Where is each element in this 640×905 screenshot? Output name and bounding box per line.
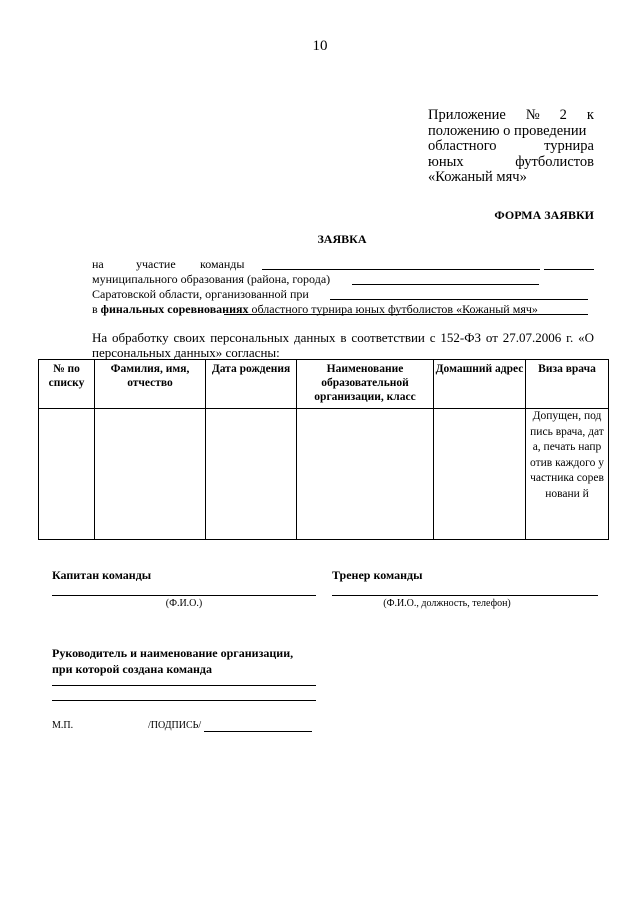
appendix-line-3: областного турнира — [428, 138, 594, 154]
head-line-1[interactable] — [52, 685, 316, 686]
table-row — [39, 409, 609, 540]
form-line-1: на — [92, 257, 104, 271]
captain-signature-line[interactable] — [52, 595, 316, 596]
coach-label: Тренер команды — [332, 568, 423, 582]
team-name-field-extra[interactable] — [544, 269, 594, 270]
appendix-note — [428, 108, 594, 186]
cell-address[interactable] — [434, 409, 526, 540]
appendix-line-2: положению о проведении — [428, 122, 587, 139]
form-line-1-word-2: участие — [136, 257, 176, 271]
appendix-line-1: Приложение № 2 к — [428, 107, 594, 123]
stamp-label: М.П. — [52, 720, 74, 731]
cell-school[interactable] — [297, 409, 434, 540]
signature-label: /ПОДПИСЬ/ — [148, 720, 202, 731]
form-line-1-word-3: команды — [200, 257, 245, 271]
form-line-2: муниципального образования (района, города) — [92, 272, 331, 286]
form-line-4-underline — [224, 314, 588, 315]
form-line-3: Саратовской области, организованной при — [92, 287, 309, 301]
col-address: Домашний адрес — [434, 360, 526, 409]
team-name-field[interactable] — [262, 269, 540, 270]
table-header-row — [39, 360, 609, 409]
cell-birth-date[interactable] — [206, 409, 297, 540]
captain-caption: (Ф.И.О.) — [165, 598, 203, 609]
municipality-field[interactable] — [352, 284, 539, 285]
cell-doctor-note: Допущен, подпись врача, дата, печать напротив каждого участника соревновани й — [526, 409, 609, 540]
roster-table — [38, 359, 609, 540]
document-title: ЗАЯВКА — [317, 232, 367, 246]
form-label: ФОРМА ЗАЯВКИ — [494, 208, 594, 222]
appendix-line-5: «Кожаный мяч» — [428, 169, 527, 185]
form-line-4: в финальных соревнованиях областного турнира юных футболистов «Кожаный мяч» — [92, 302, 538, 316]
head-label: Руководитель и наименование организации, при которой создана команда — [52, 646, 294, 676]
col-school: Наименование образовательной организации, класс — [297, 360, 434, 409]
page-number: 10 — [312, 38, 328, 54]
coach-signature-line[interactable] — [332, 595, 598, 596]
col-number: № по списку — [39, 360, 95, 409]
organization-field[interactable] — [330, 299, 588, 300]
head-line-2[interactable] — [52, 700, 316, 701]
captain-label: Капитан команды — [52, 568, 152, 582]
col-doctor-visa: Виза врача — [526, 360, 609, 409]
col-birth-date: Дата рождения — [206, 360, 297, 409]
cell-full-name[interactable] — [95, 409, 206, 540]
col-full-name: Фамилия, имя, отчество — [95, 360, 206, 409]
consent-statement: На обработку своих персональных данных в соответствии с 152-ФЗ от 27.07.2006 г. «О персональных данных» согласны: — [92, 330, 594, 360]
coach-caption: (Ф.И.О., должность, телефон) — [383, 598, 511, 609]
cell-number[interactable] — [39, 409, 95, 540]
appendix-line-4: юных футболистов — [428, 153, 594, 170]
signature-line[interactable] — [204, 731, 312, 732]
